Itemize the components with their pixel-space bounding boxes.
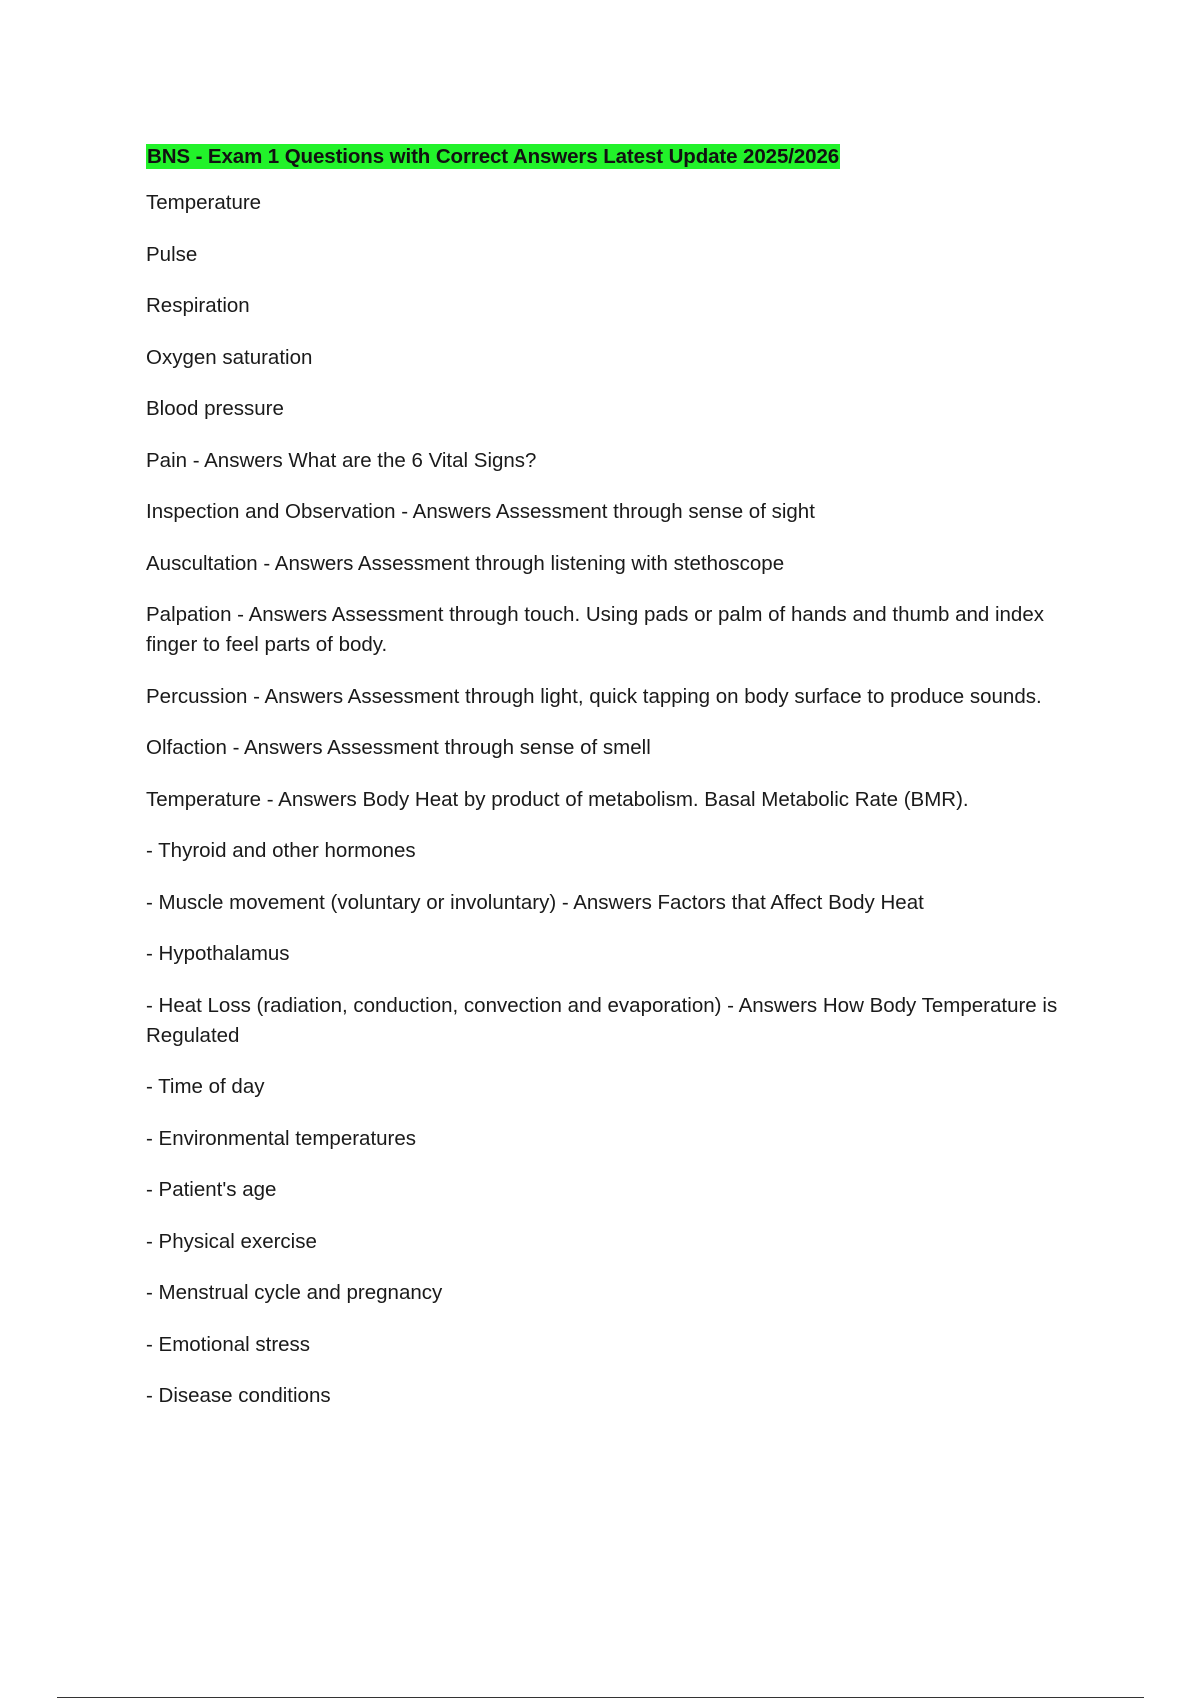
paragraph: - Menstrual cycle and pregnancy	[146, 1281, 443, 1304]
paragraph: Temperature	[146, 191, 262, 214]
paragraph: - Heat Loss (radiation, conduction, convection and evaporation) - Answers How Body Temperature is Regulated	[146, 993, 1058, 1047]
paragraph: - Disease conditions	[146, 1384, 331, 1407]
paragraph: - Physical exercise	[146, 1229, 317, 1253]
paragraph: Pulse	[146, 242, 198, 266]
paragraph: - Emotional stress	[146, 1332, 311, 1356]
paragraph: Percussion - Answers Assessment through light, quick tapping on body surface to produce sounds.	[146, 684, 1042, 708]
document-content	[146, 144, 1076, 1433]
paragraph: Pain - Answers What are the 6 Vital Signs?	[146, 448, 537, 472]
paragraph: Auscultation - Answers Assessment through listening with stethoscope	[146, 551, 785, 575]
paragraph: Respiration	[146, 294, 250, 317]
paragraph: - Time of day	[146, 1075, 265, 1098]
paragraph: Blood pressure	[146, 397, 284, 420]
paragraph: Palpation - Answers Assessment through touch. Using pads or palm of hands and thumb and index finger to feel parts of body.	[146, 603, 1044, 656]
paragraph: - Environmental temperatures	[146, 1126, 417, 1150]
paragraph: Olfaction - Answers Assessment through sense of smell	[146, 736, 651, 759]
paragraph: - Muscle movement (voluntary or involuntary) - Answers Factors that Affect Body Heat	[146, 890, 924, 914]
paragraph: - Patient's age	[146, 1178, 277, 1201]
footer-divider	[57, 1697, 1144, 1698]
paragraph: Oxygen saturation	[146, 345, 313, 369]
paragraph: - Hypothalamus	[146, 942, 290, 965]
paragraph: Temperature - Answers Body Heat by product of metabolism. Basal Metabolic Rate (BMR).	[146, 787, 969, 811]
paragraph-list	[146, 188, 1076, 1411]
document-title: BNS - Exam 1 Questions with Correct Answers Latest Update 2025/2026	[147, 145, 840, 168]
paragraph: - Thyroid and other hormones	[146, 839, 416, 862]
paragraph: Inspection and Observation - Answers Assessment through sense of sight	[146, 500, 815, 523]
